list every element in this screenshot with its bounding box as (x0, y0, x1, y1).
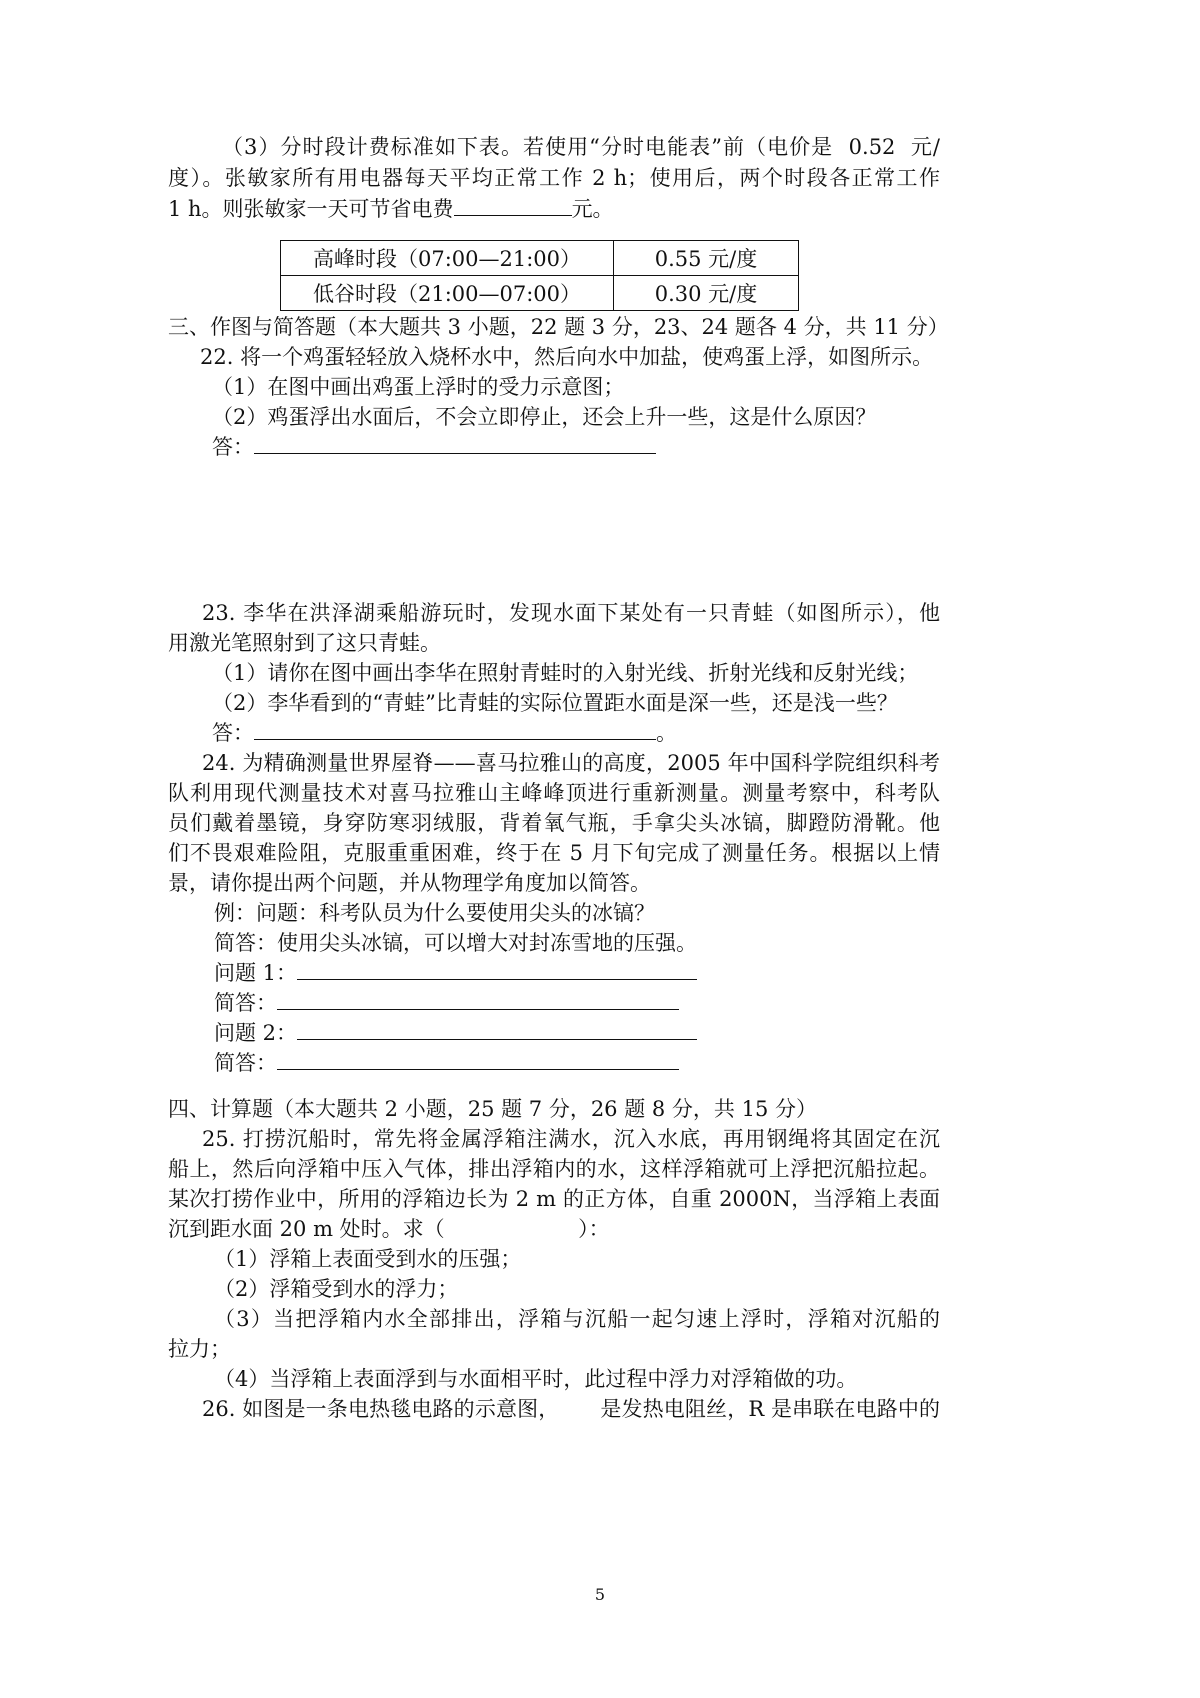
q25-line4: 沉到距水面 20 m 处时。求（ ）： (168, 1217, 610, 1241)
q24-answer1-label: 简答： (214, 991, 277, 1015)
q25-line3: 某次打捞作业中，所用的浮箱边长为 2 m 的正方体，自重 2000N，当浮箱上表面 (168, 1187, 940, 1211)
q24-example-answer: 简答：使用尖头冰镐，可以增大对封冻雪地的压强。 (214, 931, 697, 955)
q25-line2: 船上，然后向浮箱中压入气体，排出浮箱内的水，这样浮箱就可上浮把沉船拉起。 (168, 1157, 940, 1181)
q21-part3-line3 (168, 194, 614, 224)
q24-question2-line (214, 1018, 697, 1048)
section4-heading: 四、计算题（本大题共 2 小题，25 题 7 分，26 题 8 分，共 15 分） (168, 1097, 817, 1121)
q24-answer2-line (214, 1048, 679, 1078)
q22-part1: （1）在图中画出鸡蛋上浮时的受力示意图； (212, 375, 625, 399)
table-row (281, 276, 799, 311)
q21-answer-blank[interactable] (454, 197, 572, 216)
page-number: 5 (594, 1585, 606, 1604)
period-cell: 高峰时段（07:00—21:00） (281, 241, 614, 276)
q24-answer2-blank[interactable] (277, 1051, 679, 1070)
q24-answer1-line (214, 988, 679, 1018)
period-cell: 低谷时段（21:00—07:00） (281, 276, 614, 311)
q24-example-question: 例：问题：科考队员为什么要使用尖头的冰镐？ (214, 901, 655, 925)
q23-answer-line (212, 718, 677, 748)
q24-line5: 景，请你提出两个问题，并从物理学角度加以简答。 (168, 871, 651, 895)
q21-part3-line1: （3）分时段计费标准如下表。若使用“分时电能表”前（电价是 0.52 元/ (222, 135, 940, 159)
q22-stem: 22. 将一个鸡蛋轻轻放入烧杯水中，然后向水中加盐，使鸡蛋上浮，如图所示。 (200, 345, 934, 369)
q26-line1: 26. 如图是一条电热毯电路的示意图， 是发热电阻丝，R 是串联在电路中的 (202, 1397, 940, 1421)
price-cell: 0.30 元/度 (614, 276, 799, 311)
q23-stem-line2: 用激光笔照射到了这只青蛙。 (168, 631, 441, 655)
table-row (281, 241, 799, 276)
q22-answer-blank[interactable] (254, 435, 656, 454)
section3-heading: 三、作图与简答题（本大题共 3 小题，22 题 3 分，23、24 题各 4 分，共 11 分） (168, 315, 949, 339)
q24-question2-label: 问题 2： (214, 1021, 298, 1045)
tariff-table (280, 240, 799, 311)
q24-line4: 们不畏艰难险阻，克服重重困难，终于在 5 月下旬完成了测量任务。根据以上情 (168, 841, 940, 865)
q24-answer1-blank[interactable] (277, 991, 679, 1010)
q24-answer2-label: 简答： (214, 1051, 277, 1075)
q24-question1-label: 问题 1： (214, 961, 298, 985)
q22-part2: （2）鸡蛋浮出水面后，不会立即停止，还会上升一些，这是什么原因？ (212, 405, 877, 429)
q24-line3: 员们戴着墨镜，身穿防寒羽绒服，背着氧气瓶，手拿尖头冰镐，脚蹬防滑靴。他 (168, 811, 940, 835)
q24-line2: 队利用现代测量技术对喜马拉雅山主峰峰顶进行重新测量。测量考察中，科考队 (168, 781, 940, 805)
q23-answer-blank[interactable] (254, 721, 656, 740)
price-cell: 0.55 元/度 (614, 241, 799, 276)
q23-part2: （2）李华看到的“青蛙”比青蛙的实际位置距水面是深一些，还是浅一些？ (212, 691, 898, 715)
q22-answer-label: 答： (212, 435, 254, 459)
q24-question2-blank[interactable] (297, 1021, 697, 1040)
q24-question1-line (214, 958, 697, 988)
q22-answer-line (212, 432, 656, 462)
q25-line1: 25. 打捞沉船时，常先将金属浮箱注满水，沉入水底，再用钢绳将其固定在沉 (202, 1127, 940, 1151)
q23-stem-line1: 23. 李华在洪泽湖乘船游玩时，发现水面下某处有一只青蛙（如图所示），他 (202, 601, 940, 625)
q24-question1-blank[interactable] (297, 961, 697, 980)
q24-line1: 24. 为精确测量世界屋脊——喜马拉雅山的高度，2005 年中国科学院组织科考 (202, 751, 940, 775)
q25-part1: （1）浮箱上表面受到水的压强； (214, 1247, 522, 1271)
q25-part3-line1: （3）当把浮箱内水全部排出，浮箱与沉船一起匀速上浮时，浮箱对沉船的 (214, 1307, 940, 1331)
q21-line3-prefix: 1 h。则张敏家一天可节省电费 (168, 197, 454, 221)
q25-part3-line2: 拉力； (168, 1337, 231, 1361)
q21-line3-suffix: 元。 (571, 197, 614, 221)
q25-part2: （2）浮箱受到水的浮力； (214, 1277, 459, 1301)
q21-part3-line2: 度）。张敏家所有用电器每天平均正常工作 2 h；使用后，两个时段各正常工作 (168, 166, 940, 190)
q23-answer-label: 答： (212, 721, 254, 745)
q23-part1: （1）请你在图中画出李华在照射青蛙时的入射光线、折射光线和反射光线； (212, 661, 919, 685)
q25-part4: （4）当浮箱上表面浮到与水面相平时，此过程中浮力对浮箱做的功。 (214, 1367, 858, 1391)
q23-answer-end: 。 (656, 721, 677, 745)
